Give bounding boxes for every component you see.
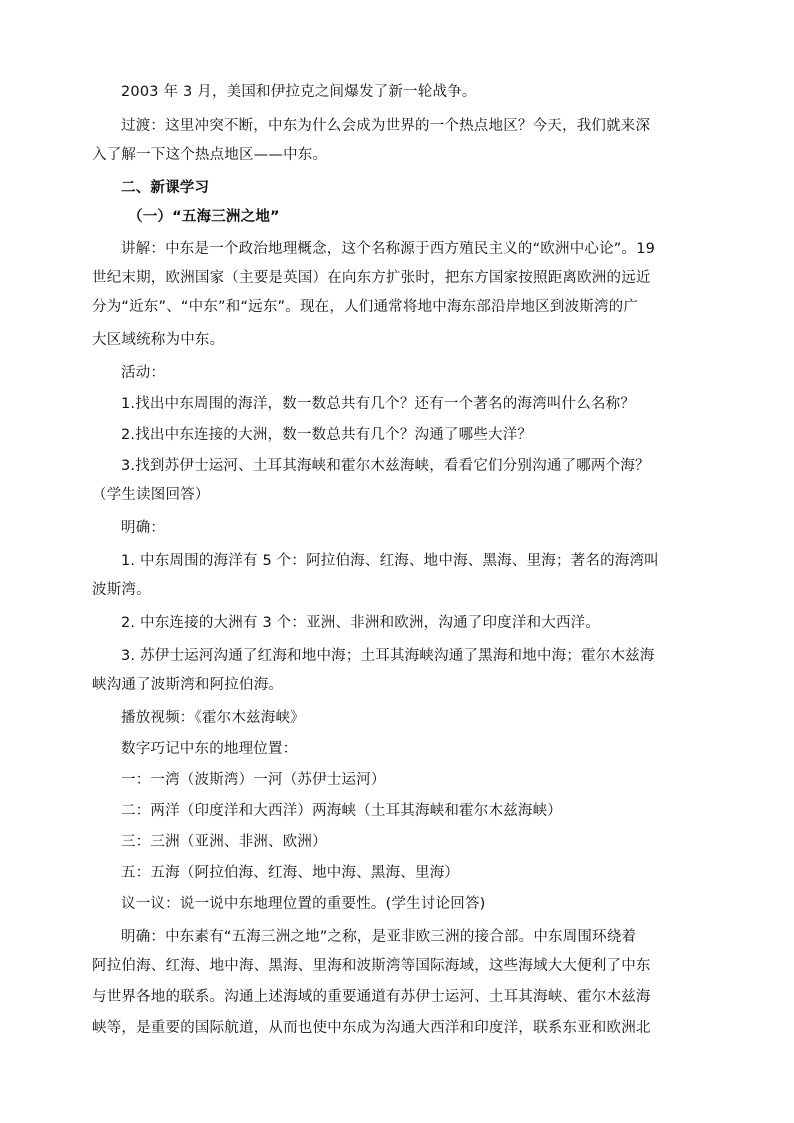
- mnemonic-two: 二：两洋（印度洋和大西洋）两海峡（土耳其海峡和霍尔木兹海峡）: [121, 803, 562, 819]
- activity-item-2: 2.找出中东连接的大洲，数一数总共有几个？沟通了哪些大洋？: [121, 427, 533, 443]
- clarify-label: 明确：: [121, 520, 166, 536]
- paragraph-explanation-line2: 世纪末期，欧洲国家（主要是英国）在向东方扩张时，把东方国家按照距离欧洲的远近: [92, 270, 651, 286]
- activity-item-3: 3.找到苏伊士运河、土耳其海峡和霍尔木兹海峡，看看它们分别沟通了哪两个海？: [121, 458, 650, 474]
- answer-item-3: 3. 苏伊士运河沟通了红海和地中海；土耳其海峡沟通了黑海和地中海；霍尔木兹海: [121, 648, 655, 664]
- paragraph-transition: 过渡：这里冲突不断，中东为什么会成为世界的一个热点地区？今天，我们就来深: [121, 118, 651, 134]
- paragraph-explanation: 讲解：中东是一个政治地理概念，这个名称源于西方殖民主义的“欧洲中心论”。19: [121, 241, 656, 257]
- paragraph-explanation-line4: 大区域统称为中东。: [92, 332, 225, 348]
- answer-item-3-cont: 峡沟通了波斯湾和阿拉伯海。: [92, 677, 284, 693]
- answer-item-1-cont: 波斯湾。: [92, 582, 151, 598]
- activity-item-1: 1.找出中东周围的海洋，数一数总共有几个？还有一个著名的海湾叫什么名称？: [121, 396, 636, 412]
- conclusion-line2: 阿拉伯海、红海、地中海、黑海、里海和波斯湾等国际海域，这些海域大大便利了中东: [92, 958, 651, 974]
- subsection-heading: （一）“五海三洲之地”: [128, 209, 280, 225]
- video-line: 播放视频：《霍尔木兹海峡》: [121, 710, 305, 726]
- mnemonic-five: 五：五海（阿拉伯海、红海、地中海、黑海、里海）: [121, 865, 460, 881]
- conclusion-paragraph: 明确：中东素有“五海三洲之地”之称，是亚非欧三洲的接合部。中东周围环绕着: [121, 929, 637, 945]
- mnemonic-three: 三：三洲（亚洲、非洲、欧洲）: [121, 834, 327, 850]
- conclusion-line4: 峡等，是重要的国际航道，从而也使中东成为沟通大西洋和印度洋，联系东亚和欧洲北: [92, 1020, 651, 1036]
- section-heading: 二、新课学习: [121, 180, 210, 196]
- mnemonic-title: 数字巧记中东的地理位置：: [121, 741, 298, 757]
- mnemonic-one: 一：一湾（波斯湾）一河（苏伊士运河）: [121, 772, 386, 788]
- discussion-line: 议一议：说一说中东地理位置的重要性。(学生讨论回答): [121, 896, 486, 912]
- conclusion-line3: 与世界各地的联系。沟通上述海域的重要通道有苏伊士运河、土耳其海峡、霍尔木兹海: [92, 989, 651, 1005]
- paragraph-intro-war: 2003 年 3 月，美国和伊拉克之间爆发了新一轮战争。: [121, 84, 477, 100]
- activity-label: 活动：: [121, 365, 166, 381]
- answer-item-2: 2. 中东连接的大洲有 3 个：亚洲、非洲和欧洲，沟通了印度洋和大西洋。: [121, 615, 601, 631]
- answer-item-1: 1. 中东周围的海洋有 5 个：阿拉伯海、红海、地中海、黑海、里海；著名的海湾叫: [121, 553, 659, 569]
- activity-note: （学生读图回答）: [92, 487, 210, 503]
- paragraph-explanation-line3: 分为“近东”、“中东”和“远东”。现在，人们通常将地中海东部沿岸地区到波斯湾的广: [92, 299, 639, 315]
- paragraph-transition-cont: 入了解一下这个热点地区——中东。: [92, 147, 328, 163]
